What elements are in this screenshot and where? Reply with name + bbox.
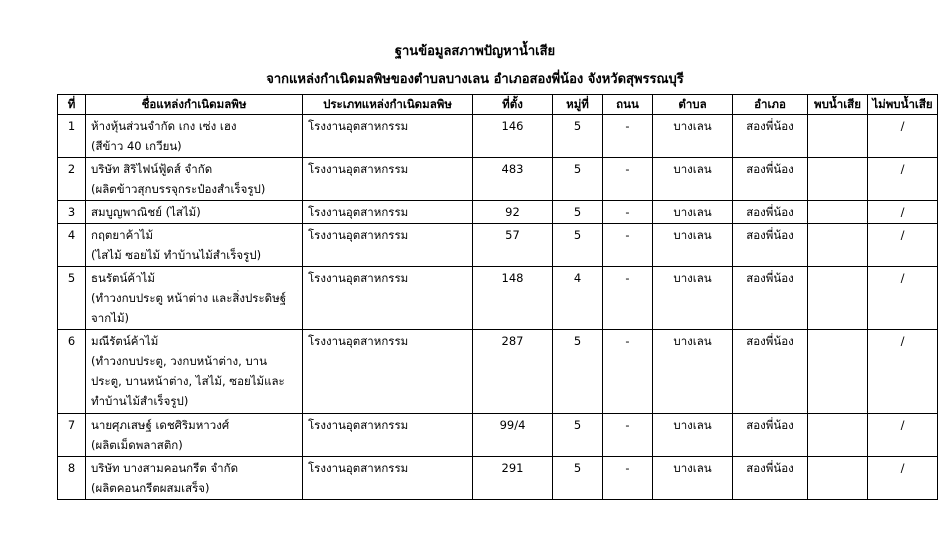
source-type-cell: โรงงานอุตสาหกรรม xyxy=(303,414,473,457)
header-no: ที่ xyxy=(58,95,86,115)
table-row xyxy=(58,330,938,414)
tambon-cell: บางเลน xyxy=(653,201,733,224)
not-found-mark-cell: / xyxy=(868,224,938,267)
tambon-cell: บางเลน xyxy=(653,158,733,201)
source-type-cell: โรงงานอุตสาหกรรม xyxy=(303,115,473,158)
found-mark-cell xyxy=(808,267,868,330)
road-cell: - xyxy=(603,414,653,457)
header-found: พบน้ำเสีย xyxy=(808,95,868,115)
source-name-cell xyxy=(86,457,303,500)
table-header-row xyxy=(58,95,938,115)
amphoe-cell: สองพี่น้อง xyxy=(733,115,808,158)
source-name: กฤตยาค้าไม้ xyxy=(91,228,154,242)
road-cell: - xyxy=(603,115,653,158)
address-number-cell: 146 xyxy=(473,115,553,158)
header-amphoe: อำเภอ xyxy=(733,95,808,115)
moo-number-cell: 5 xyxy=(553,115,603,158)
amphoe-cell: สองพี่น้อง xyxy=(733,158,808,201)
row-number-cell: 2 xyxy=(58,158,86,201)
header-name: ชื่อแหล่งกำเนิดมลพิษ xyxy=(86,95,303,115)
source-type-cell: โรงงานอุตสาหกรรม xyxy=(303,201,473,224)
not-found-mark-cell: / xyxy=(868,115,938,158)
not-found-mark-cell: / xyxy=(868,414,938,457)
found-mark-cell xyxy=(808,457,868,500)
tambon-cell: บางเลน xyxy=(653,267,733,330)
not-found-mark-cell: / xyxy=(868,158,938,201)
source-name-cell xyxy=(86,158,303,201)
row-number-cell: 3 xyxy=(58,201,86,224)
address-number-cell: 291 xyxy=(473,457,553,500)
tambon-cell: บางเลน xyxy=(653,457,733,500)
tambon-cell: บางเลน xyxy=(653,330,733,414)
source-detail: (ทำวงกบประตู, วงกบหน้าต่าง, บานประตู, บานหน้าต่าง, ไสไม้, ซอยไม้และทำบ้านไม้สำเร็จรูป) xyxy=(91,354,285,408)
amphoe-cell: สองพี่น้อง xyxy=(733,457,808,500)
source-type-cell: โรงงานอุตสาหกรรม xyxy=(303,457,473,500)
road-cell: - xyxy=(603,330,653,414)
source-name: มณีรัตน์ค้าไม้ xyxy=(91,334,159,348)
source-name-cell xyxy=(86,330,303,414)
tambon-cell: บางเลน xyxy=(653,115,733,158)
row-number-cell: 1 xyxy=(58,115,86,158)
amphoe-cell: สองพี่น้อง xyxy=(733,224,808,267)
source-detail: (ผลิตเม็ดพลาสติก) xyxy=(91,438,183,452)
table-row xyxy=(58,115,938,158)
moo-number-cell: 5 xyxy=(553,330,603,414)
source-name-cell xyxy=(86,224,303,267)
row-number-cell: 5 xyxy=(58,267,86,330)
address-number-cell: 92 xyxy=(473,201,553,224)
address-number-cell: 148 xyxy=(473,267,553,330)
source-name-cell xyxy=(86,414,303,457)
address-number-cell: 483 xyxy=(473,158,553,201)
source-detail: (ไสไม้ ซอยไม้ ทำบ้านไม้สำเร็จรูป) xyxy=(91,248,262,262)
found-mark-cell xyxy=(808,414,868,457)
row-number-cell: 6 xyxy=(58,330,86,414)
source-name-cell xyxy=(86,267,303,330)
not-found-mark-cell: / xyxy=(868,457,938,500)
tambon-cell: บางเลน xyxy=(653,414,733,457)
source-type-cell: โรงงานอุตสาหกรรม xyxy=(303,330,473,414)
not-found-mark-cell: / xyxy=(868,267,938,330)
not-found-mark-cell: / xyxy=(868,330,938,414)
found-mark-cell xyxy=(808,330,868,414)
moo-number-cell: 5 xyxy=(553,414,603,457)
tambon-cell: บางเลน xyxy=(653,224,733,267)
table-row xyxy=(58,414,938,457)
source-type-cell: โรงงานอุตสาหกรรม xyxy=(303,224,473,267)
amphoe-cell: สองพี่น้อง xyxy=(733,330,808,414)
not-found-mark-cell: / xyxy=(868,201,938,224)
address-number-cell: 57 xyxy=(473,224,553,267)
moo-number-cell: 5 xyxy=(553,224,603,267)
road-cell: - xyxy=(603,158,653,201)
road-cell: - xyxy=(603,267,653,330)
found-mark-cell xyxy=(808,158,868,201)
source-name: ห้างหุ้นส่วนจำกัด เกง เซ่ง เฮง xyxy=(91,119,237,133)
header-type: ประเภทแหล่งกำเนิดมลพิษ xyxy=(303,95,473,115)
table-row xyxy=(58,457,938,500)
moo-number-cell: 5 xyxy=(553,457,603,500)
header-moo: หมู่ที่ xyxy=(553,95,603,115)
source-type-cell: โรงงานอุตสาหกรรม xyxy=(303,267,473,330)
row-number-cell: 4 xyxy=(58,224,86,267)
row-number-cell: 8 xyxy=(58,457,86,500)
row-number-cell: 7 xyxy=(58,414,86,457)
source-name: ธนรัตน์ค้าไม้ xyxy=(91,271,155,285)
page-subtitle: จากแหล่งกำเนิดมลพิษของตำบลบางเลน อำเภอสองพี่น้อง จังหวัดสุพรรณบุรี xyxy=(266,72,684,87)
source-name: นายศุภเสษฐ์ เดชศิริมหาวงศ์ xyxy=(91,418,230,432)
source-detail: (ผลิตข้าวสุกบรรจุกระป๋องสำเร็จรูป) xyxy=(91,182,266,196)
header-address: ที่ตั้ง xyxy=(473,95,553,115)
source-type-cell: โรงงานอุตสาหกรรม xyxy=(303,158,473,201)
header-road: ถนน xyxy=(603,95,653,115)
road-cell: - xyxy=(603,224,653,267)
header-not-found: ไม่พบน้ำเสีย xyxy=(868,95,938,115)
source-name: บริษัท บางสามคอนกรีต จำกัด xyxy=(91,461,239,475)
table-row xyxy=(58,224,938,267)
found-mark-cell xyxy=(808,201,868,224)
header-tambon: ตำบล xyxy=(653,95,733,115)
moo-number-cell: 5 xyxy=(553,158,603,201)
moo-number-cell: 5 xyxy=(553,201,603,224)
road-cell: - xyxy=(603,457,653,500)
source-detail: (ทำวงกบประตู หน้าต่าง และสิ่งประดิษฐ์จากไม้) xyxy=(91,291,287,325)
address-number-cell: 99/4 xyxy=(473,414,553,457)
moo-number-cell: 4 xyxy=(553,267,603,330)
amphoe-cell: สองพี่น้อง xyxy=(733,267,808,330)
source-detail: (ผลิตคอนกรีตผสมเสร็จ) xyxy=(91,481,210,495)
table-row xyxy=(58,267,938,330)
source-name: บริษัท สิริไฟน์ฟู้ดส์ จำกัด xyxy=(91,162,213,176)
address-number-cell: 287 xyxy=(473,330,553,414)
amphoe-cell: สองพี่น้อง xyxy=(733,414,808,457)
table-row xyxy=(58,201,938,224)
road-cell: - xyxy=(603,201,653,224)
page-title: ฐานข้อมูลสภาพปัญหาน้ำเสีย xyxy=(394,44,556,59)
source-name-cell xyxy=(86,201,303,224)
source-name: สมบูญพาณิชย์ (ไสไม้) xyxy=(91,205,201,219)
found-mark-cell xyxy=(808,115,868,158)
source-detail: (สีข้าว 40 เกวียน) xyxy=(91,139,182,153)
table-row xyxy=(58,158,938,201)
amphoe-cell: สองพี่น้อง xyxy=(733,201,808,224)
found-mark-cell xyxy=(808,224,868,267)
pollution-sources-table xyxy=(57,94,938,500)
source-name-cell xyxy=(86,115,303,158)
